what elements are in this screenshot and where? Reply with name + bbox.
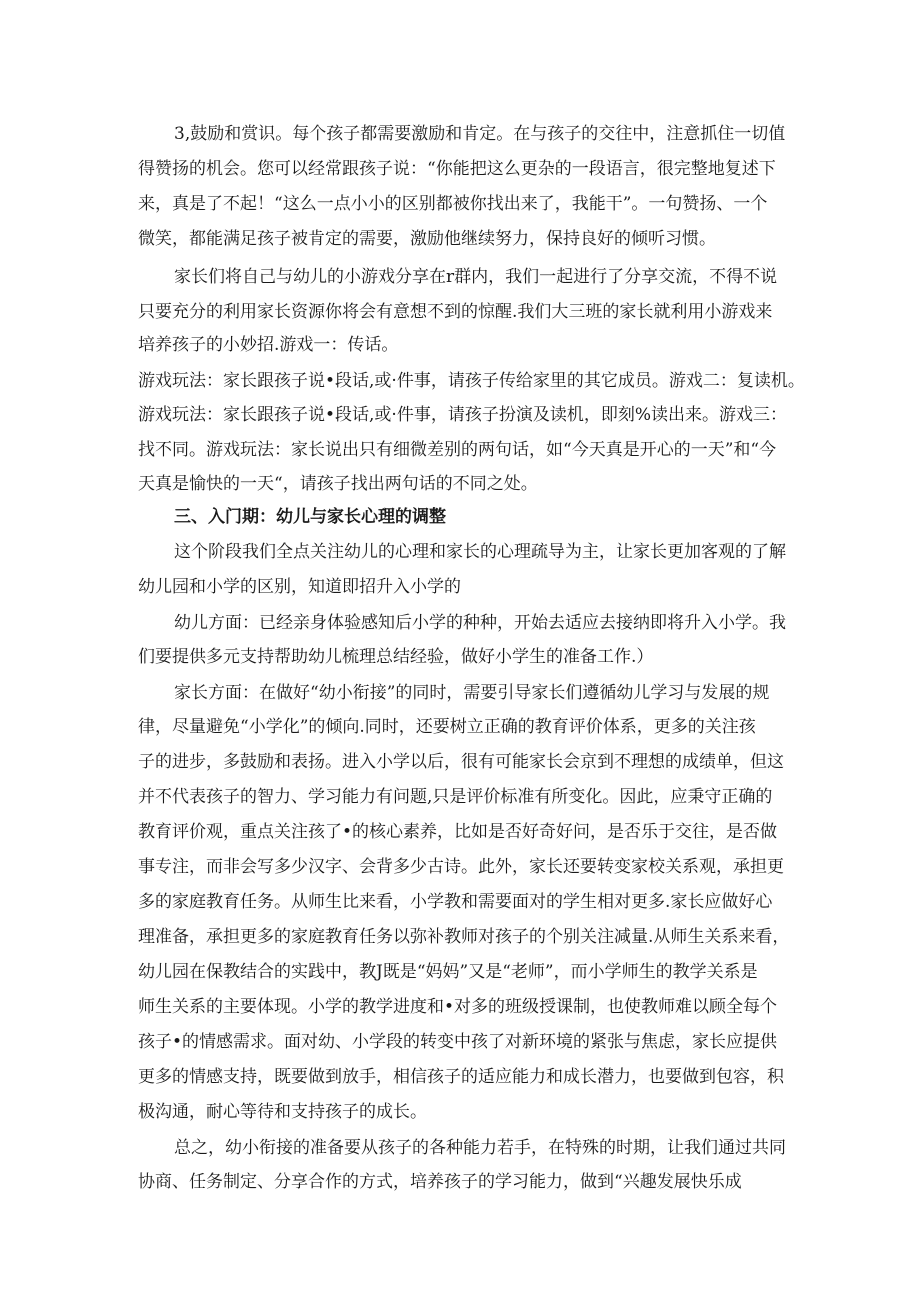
paragraph-line: 并不代表孩子的智力、学习能力有问题,只是评价标准有所变化。因此，应秉守正确的	[138, 787, 773, 807]
paragraph-line: 协商、任务制定、分享合作的方式，培养孩子的学习能力，做到“兴趣发展快乐成	[138, 1172, 742, 1192]
paragraph-line: 教育评价观，重点关注孩了•的核心素养，比如是否好奇好问，是否乐于交往，是否做	[138, 822, 778, 842]
paragraph-line: 家长方面：在做好“幼小衔接”的同时，需要引导家长们遵循幼儿学习与发展的规	[174, 683, 770, 703]
paragraph-line: 幼儿方面：已经亲身体验感知后小学的种种，开始去适应去接纳即将升入小学。我	[174, 613, 786, 633]
paragraph-line: 子的进步，多鼓励和表扬。进入小学以后，很有可能家长会京到不理想的成绩单，但这	[138, 752, 784, 772]
paragraph-line: 多的家庭教育任务。从师生比来看，小学教和需要面对的学生相对更多.家长应做好心	[138, 892, 773, 912]
paragraph-line: 律，尽量避免“小学化”的倾向.同时，还要树立正确的教育评价体系，更多的关注孩	[138, 717, 756, 737]
paragraph-line: 事专注，而非会写多少汉字、会背多少古诗。此外，家长还要转变家校关系观，承担更	[138, 857, 784, 877]
paragraph-line: 这个阶段我们全点关注幼儿的心理和家长的心理疏导为主，让家长更加客观的了解	[174, 542, 786, 562]
paragraph-line: 游戏玩法：家长跟孩子说•段话,或·件事，请孩子传给家里的其它成员。游戏二：复读机。	[138, 371, 805, 391]
paragraph-line: 3,鼓励和赏识。每个孩子都需要激励和肯定。在与孩子的交往中，注意抓住一切值	[174, 124, 786, 144]
paragraph-line: 培养孩子的小妙招.游戏一：传话。	[138, 335, 399, 355]
paragraph-line: 天真是愉快的一天“，请孩子找出两句话的不同之处。	[138, 474, 538, 494]
paragraph-line: 幼儿园和小学的区别，知道即招升入小学的	[138, 577, 461, 597]
section-heading: 三、入门期：幼儿与家长心理的调整	[174, 507, 446, 527]
paragraph-line: 极沟通，耐心等待和支持孩子的成长。	[138, 1102, 427, 1122]
paragraph-line: 幼儿园在保教结合的实践中，教J既是“妈妈”又是“老师”，而小学师生的教学关系是	[138, 962, 758, 982]
paragraph-line: 理准备，承担更多的家庭教育任务以弥补教师对孩子的个别关注减量.从师生关系来看，	[138, 927, 790, 947]
paragraph-line: 家长们将自己与幼儿的小游戏分享在r群内，我们一起进行了分享交流，不得不说	[174, 267, 778, 287]
paragraph-line: 师生关系的主要体现。小学的教学进度和•对多的班级授课制，也使教师难以顾全每个	[138, 997, 778, 1017]
paragraph-line: 总之，幼小衔接的准备要从孩子的各种能力若手，在特殊的时期，让我们通过共同	[174, 1138, 786, 1158]
paragraph-line: 们要提供多元支持帮助幼儿梳理总结经验，做好小学生的准备工作.）	[138, 647, 654, 667]
paragraph-line: 微笑，都能满足孩子被肯定的需要，激励他继续努力，保持良好的倾听习惯。	[138, 229, 716, 249]
paragraph-line: 孩子•的情感需求。面对幼、小学段的转变中孩了对新环境的紧张与焦虑，家长应提供	[138, 1032, 778, 1052]
paragraph-line: 来，真是了不起！“这么一点小小的区别都被你找出来了，我能干”。一句赞扬、一个	[138, 194, 768, 214]
paragraph-line: 游戏玩法：家长跟孩子说•段话,或·件事，请孩子扮演及读机，即刻%读出来。游戏三：	[138, 405, 787, 425]
paragraph-line: 得赞扬的机会。您可以经常跟孩子说：“你能把这么更杂的一段语言，很完整地复述下	[138, 159, 776, 179]
paragraph-line: 找不同。游戏玩法：家长说出只有细微差别的两句话，如“今天真是开心的一天”和“今	[138, 440, 777, 460]
paragraph-line: 更多的情感支持，既要做到放手，相信孩子的适应能力和成长潜力，也要做到包容，积	[138, 1067, 784, 1087]
paragraph-line: 只要充分的利用家长资源你将会有意想不到的惊醒.我们大三班的家长就利用小游戏来	[138, 302, 773, 322]
